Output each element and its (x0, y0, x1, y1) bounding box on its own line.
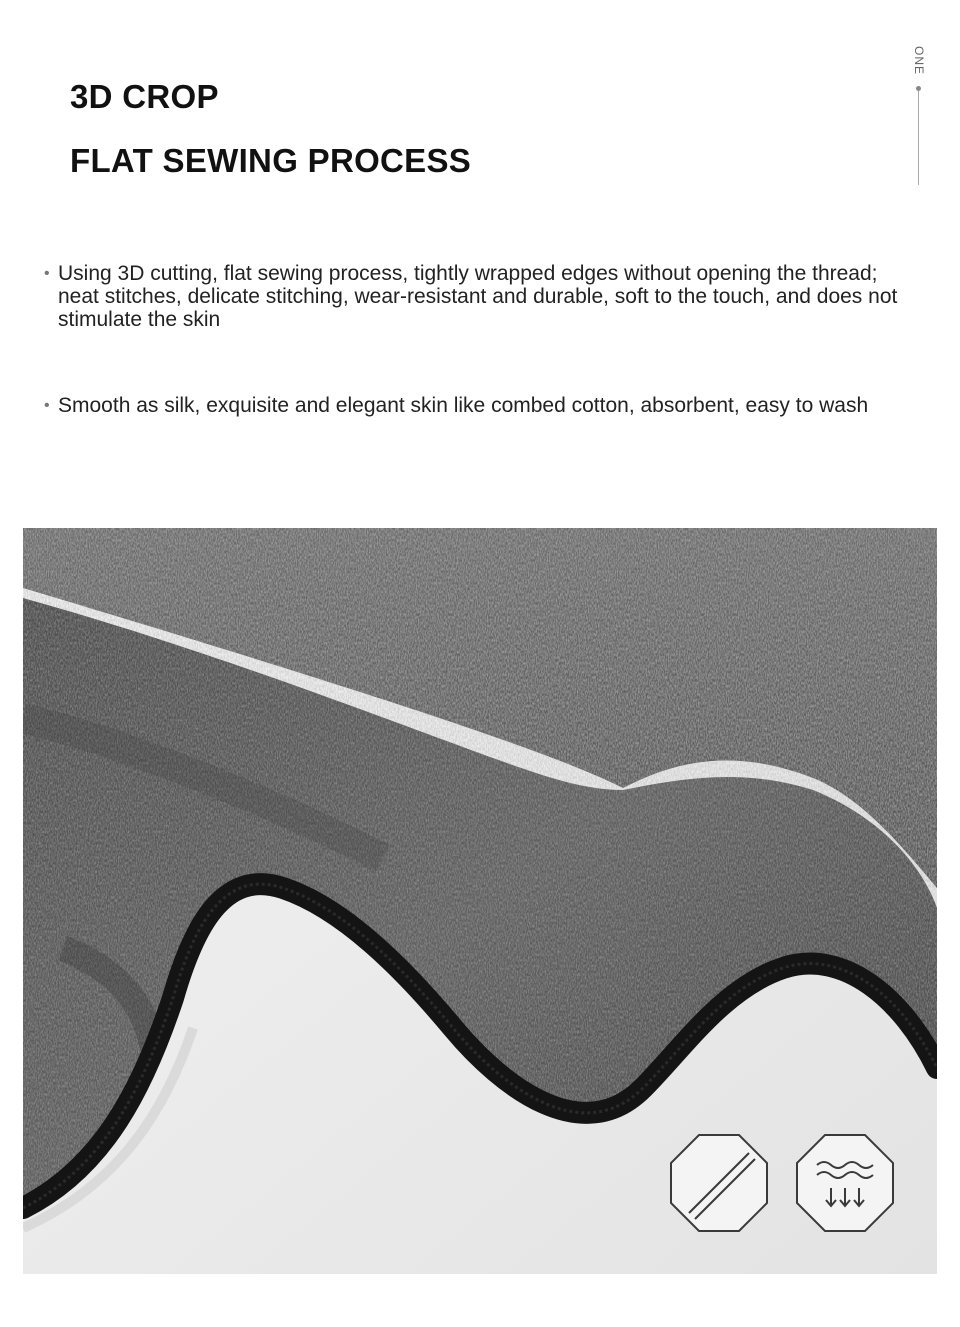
octagon-slash-icon (669, 1133, 769, 1233)
feature-item (44, 262, 924, 331)
bullet-dot-icon: • (44, 265, 50, 282)
octagon-waves-arrows-icon (795, 1133, 895, 1233)
bullet-dot-icon: • (44, 397, 50, 414)
side-label-text: ONE (912, 46, 926, 76)
side-label (904, 40, 934, 190)
title-line-2: FLAT SEWING PROCESS (70, 142, 472, 179)
feature-text: Using 3D cutting, flat sewing process, tightly wrapped edges without opening the thread; neat stitches, delicate stitching, wear-resistant and durable, soft to the touch, and does not stimulate the skin (58, 262, 898, 331)
feature-item (44, 394, 924, 417)
side-label-line (918, 91, 919, 185)
feature-text: Smooth as silk, exquisite and elegant skin like combed cotton, absorbent, easy to wash (58, 394, 869, 417)
title-line-1: 3D CROP (70, 78, 219, 115)
fabric-photo (23, 528, 937, 1274)
